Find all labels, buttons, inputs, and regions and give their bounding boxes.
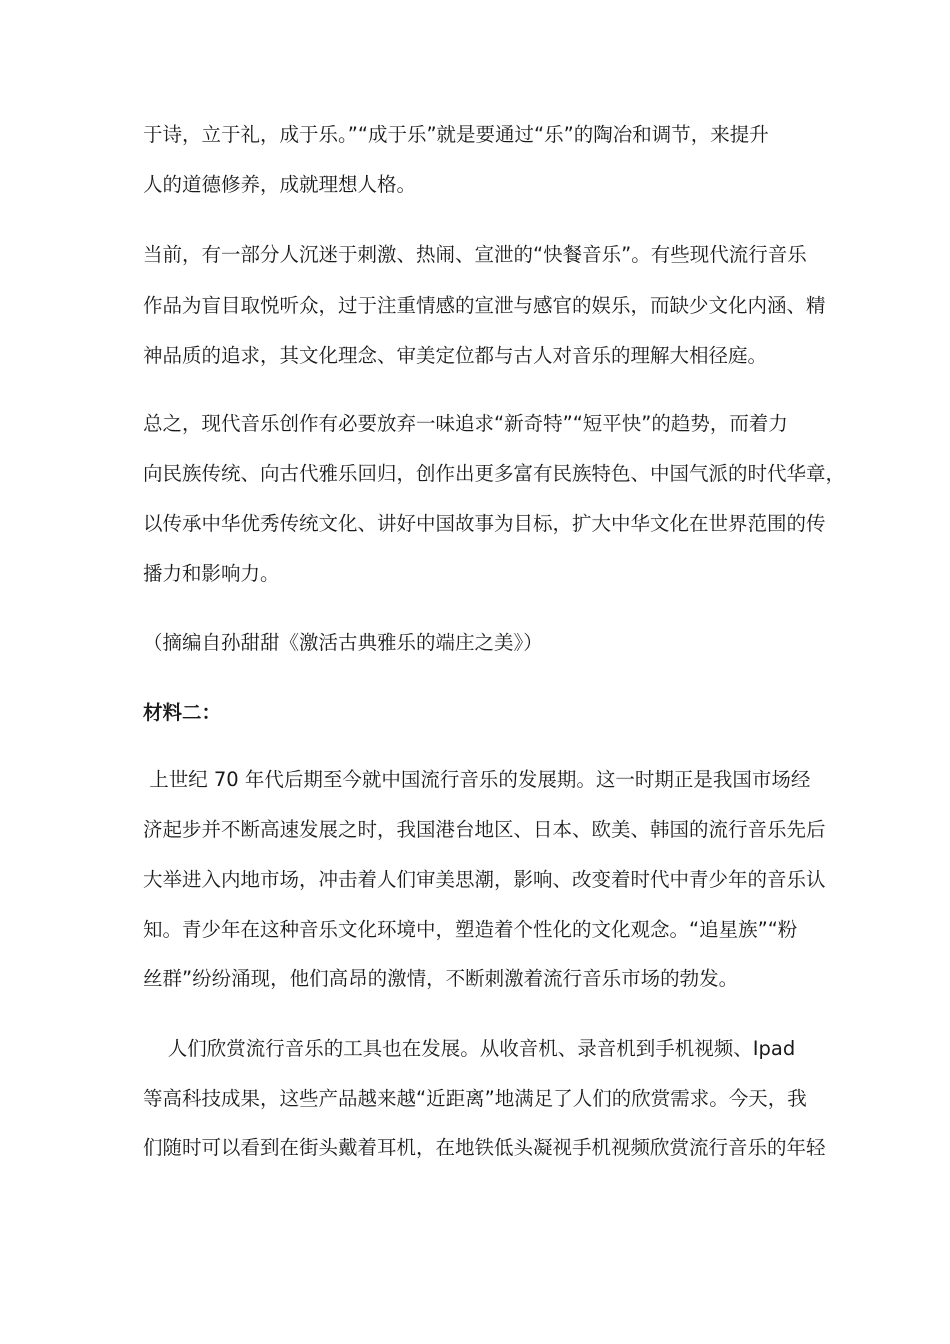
paragraph-development-period-line-2: 济起步并不断高速发展之时，我国港台地区、日本、欧美、韩国的流行音乐先后 [143,818,826,841]
paragraph-listening-tools-line-3: 们随时可以看到在街头戴着耳机，在地铁低头凝视手机视频欣赏流行音乐的年轻 [143,1136,826,1159]
paragraph-lizhi-line-2: 人的道德修养，成就理想人格。 [143,173,417,196]
paragraph-conclusion-line-1: 总之，现代音乐创作有必要放弃一味追求“新奇特”“短平快”的趋势，而着力 [143,412,788,435]
paragraph-fast-food-music-line-3: 神品质的追求，其文化理念、审美定位都与古人对音乐的理解大相径庭。 [143,344,768,367]
paragraph-conclusion-line-2: 向民族传统、向古代雅乐回归，创作出更多富有民族特色、中国气派的时代华章， [143,462,846,485]
paragraph-listening-tools-line-2: 等高科技成果，这些产品越来越“近距离”地满足了人们的欣赏需求。今天，我 [143,1087,807,1110]
paragraph-conclusion-line-4: 播力和影响力。 [143,562,280,585]
paragraph-listening-tools-line-1: 人们欣赏流行音乐的工具也在发展。从收音机、录音机到手机视频、Ipad [143,1037,796,1060]
section-heading-material-two: 材料二： [143,701,222,724]
paragraph-fast-food-music-line-1: 当前，有一部分人沉迷于刺激、热闹、宣泄的“快餐音乐”。有些现代流行音乐 [143,243,807,266]
paragraph-development-period-line-5: 丝群”纷纷涌现，他们高昂的激情，不断刺激着流行音乐市场的勃发。 [143,967,739,990]
source-citation: （摘编自孙甜甜《激活古典雅乐的端庄之美》） [143,631,543,654]
paragraph-conclusion-line-3: 以传承中华优秀传统文化、讲好中国故事为目标，扩大中华文化在世界范围的传 [143,512,826,535]
paragraph-fast-food-music-line-2: 作品为盲目取悦听众，过于注重情感的宣泄与感官的娱乐，而缺少文化内涵、精 [143,294,826,317]
paragraph-development-period-line-4: 知。青少年在这种音乐文化环境中，塑造着个性化的文化观念。“追星族”“粉 [143,918,798,941]
paragraph-lizhi-line-1: 于诗，立于礼，成于乐。”“成于乐”就是要通过“乐”的陶冶和调节，来提升 [143,123,769,146]
paragraph-development-period-line-3: 大举进入内地市场，冲击着人们审美思潮，影响、改变着时代中青少年的音乐认 [143,868,826,891]
paragraph-development-period-line-1: 上世纪 70 年代后期至今就中国流行音乐的发展期。这一时期正是我国市场经 [143,768,811,791]
